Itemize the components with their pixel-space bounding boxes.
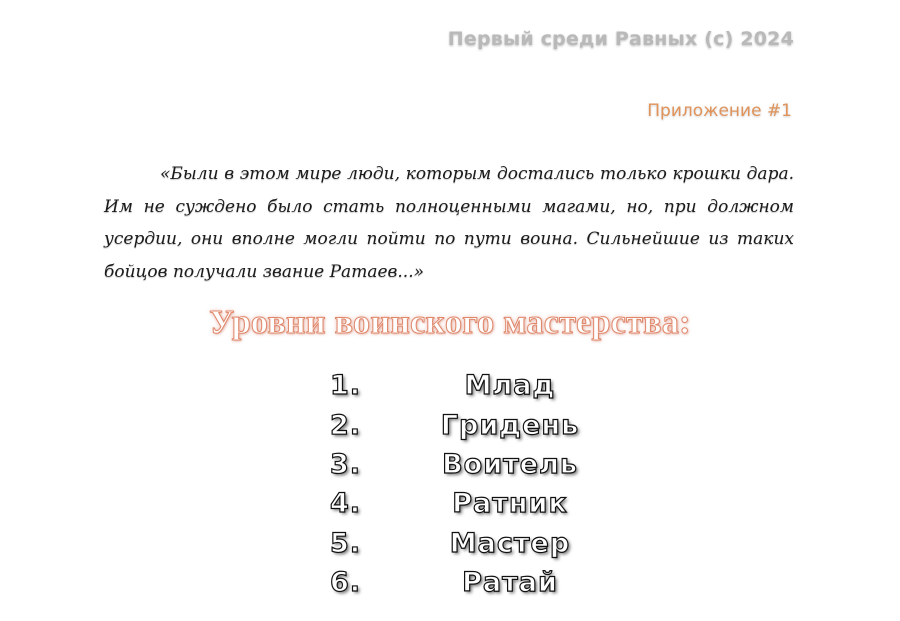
list-item [300,563,620,602]
mastery-levels-list [300,366,620,602]
list-item [300,405,620,444]
level-number: 4. [330,488,362,520]
epigraph-paragraph: «Были в этом мире люди, которым достались только крошки дара. Им не суждено было стать полноценными магами, но, при должном усердии, они вполне могли пойти по пути воина. Сильнейшие из таких бойцов получали звание Ратаев...» [104,164,794,282]
level-name: Мастер [449,527,571,559]
level-number: 5. [330,527,362,559]
page-header: Первый среди Равных (с) 2024 [447,28,794,50]
level-name: Гридень [440,409,580,441]
level-name: Млад [464,370,556,402]
level-name: Ратай [462,567,558,599]
level-number: 3. [330,448,362,480]
level-name: Воитель [442,448,578,480]
list-item [300,366,620,405]
list-item [300,484,620,523]
level-name: Ратник [452,488,568,520]
section-title: Уровни воинского мастерства: [209,304,691,341]
level-number: 2. [330,409,362,441]
level-number: 6. [330,567,362,599]
level-number: 1. [330,370,362,402]
list-item [300,524,620,563]
list-item [300,445,620,484]
appendix-label: Приложение #1 [647,101,792,121]
